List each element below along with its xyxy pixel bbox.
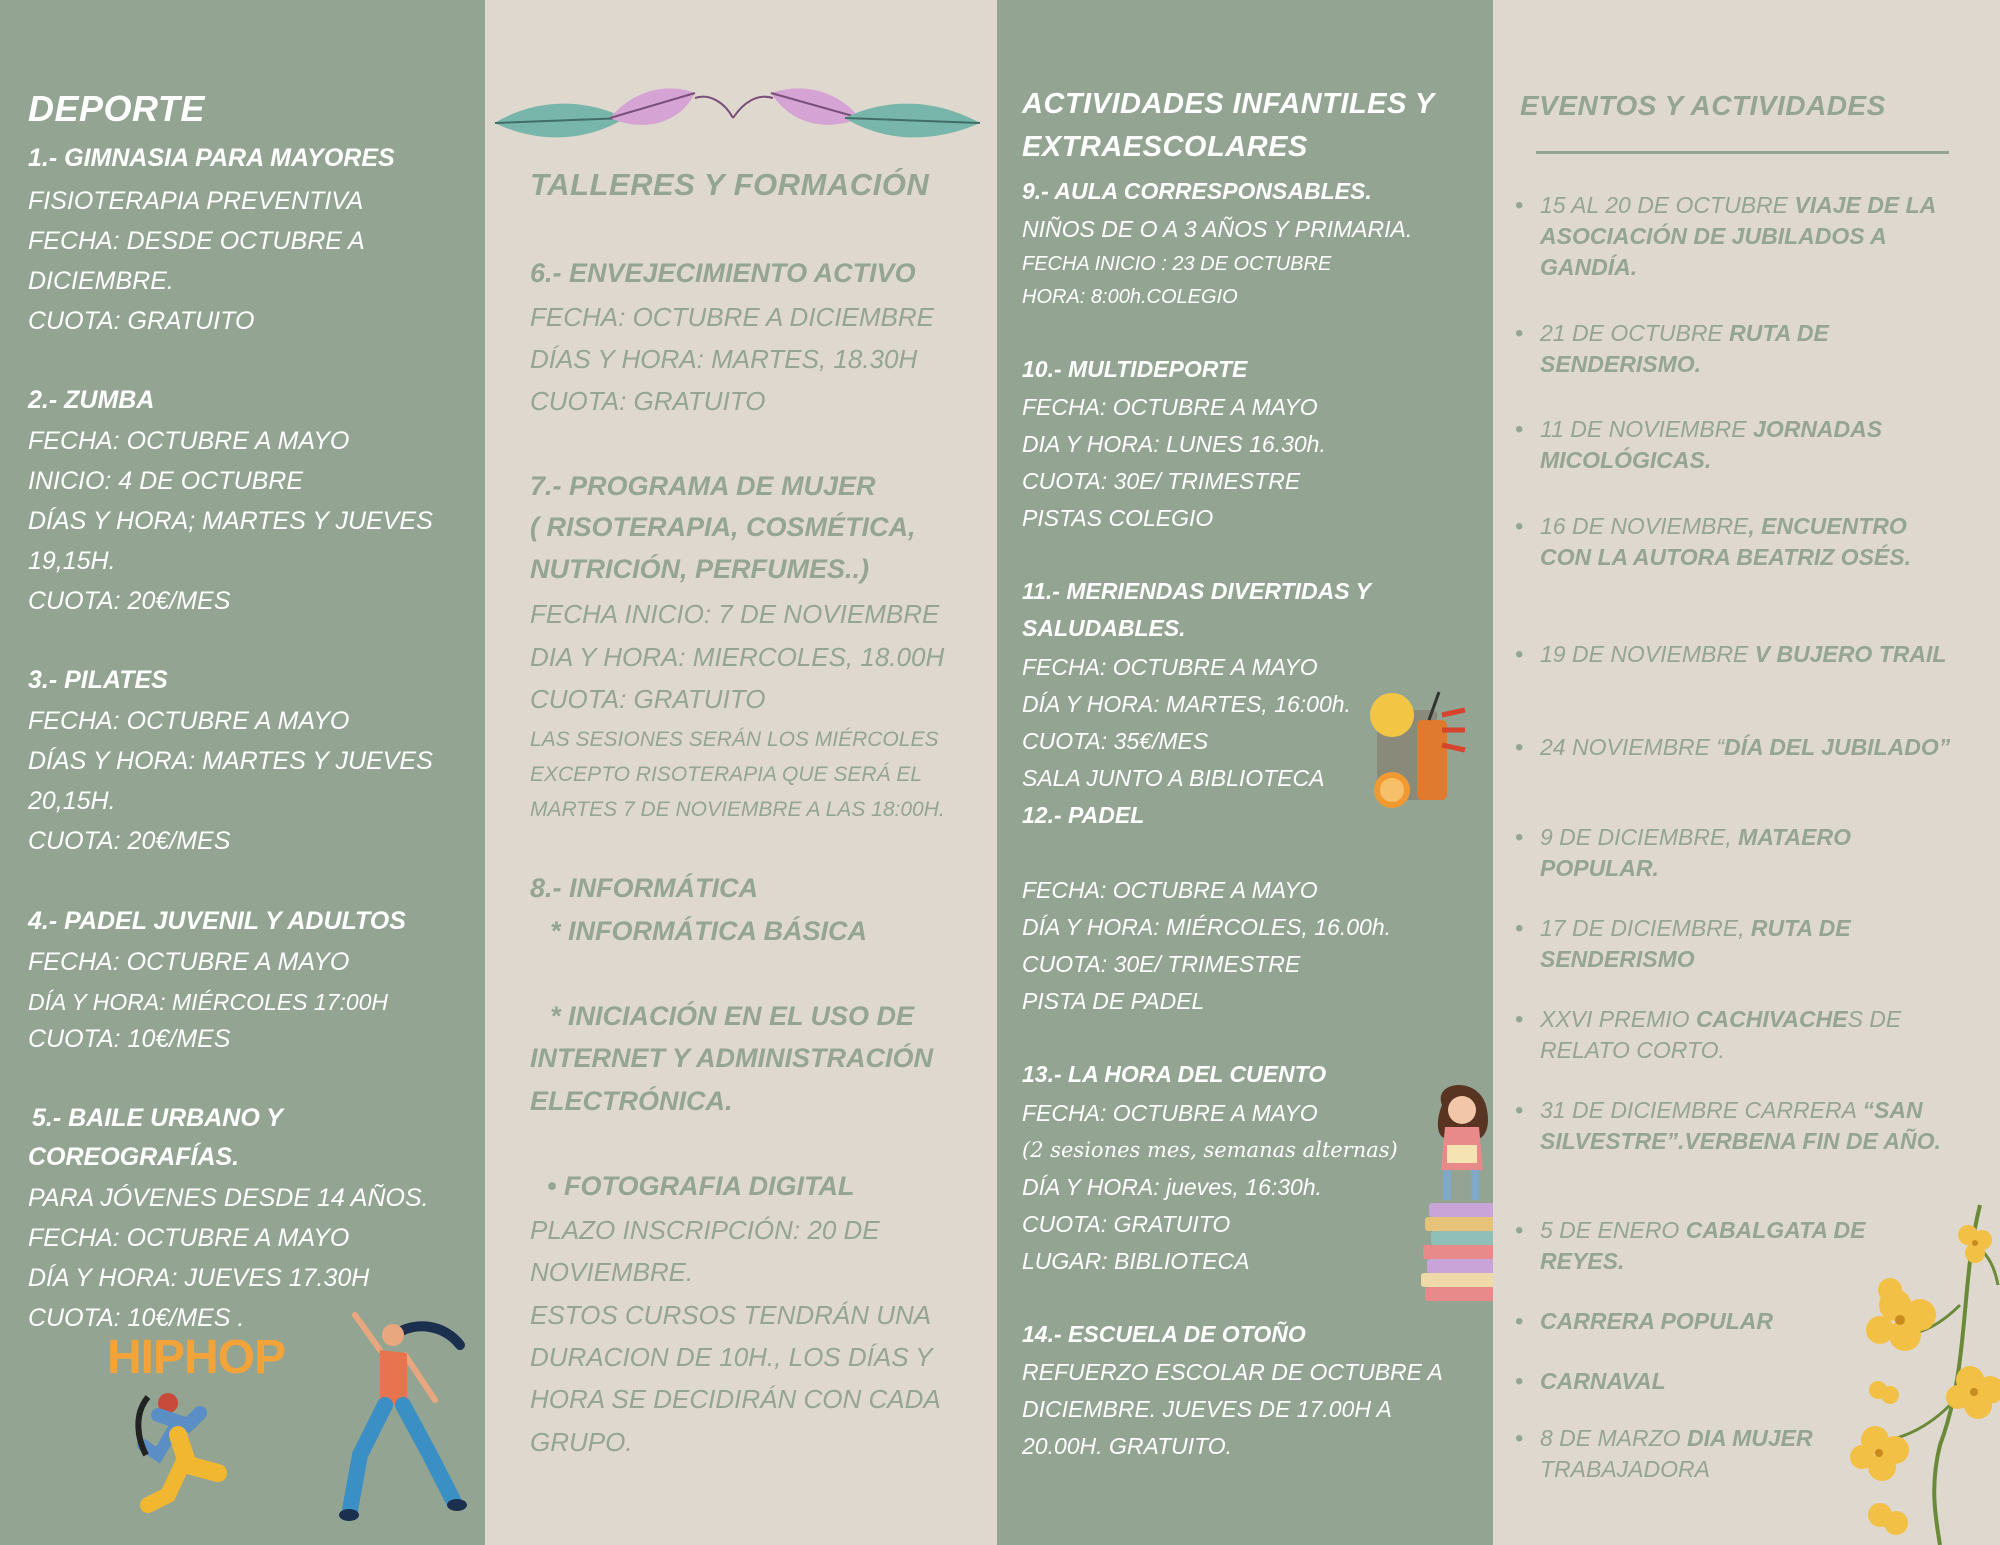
event-item: • 15 AL 20 DE OCTUBRE VIAJE DE LA ASOCIACIÓN DE JUBILADOS A GANDÍA. bbox=[1515, 192, 1936, 280]
item-13-line: (2 sesiones mes, semanas alternas) bbox=[1022, 1138, 1398, 1162]
item-13-line: FECHA: OCTUBRE A MAYO bbox=[1022, 1100, 1318, 1126]
item-7-line: DIA Y HORA: MIERCOLES, 18.00H bbox=[530, 642, 945, 672]
deporte-column bbox=[0, 0, 485, 1545]
talleres-title: TALLERES Y FORMACIÓN bbox=[530, 167, 930, 202]
reading-girl-illustration bbox=[1417, 1075, 1493, 1315]
item-5-heading: COREOGRAFÍAS. bbox=[28, 1143, 240, 1171]
event-item: • 19 DE NOVIEMBRE V BUJERO TRAIL bbox=[1515, 641, 1947, 668]
item-1-line: DICIEMBRE. bbox=[28, 267, 174, 295]
item-7-line: FECHA INICIO: 7 DE NOVIEMBRE bbox=[530, 599, 940, 629]
title-divider bbox=[1536, 151, 1949, 154]
item-7-heading: 7.- PROGRAMA DE MUJER bbox=[530, 471, 876, 501]
item-11-line: CUOTA: 35€/MES bbox=[1022, 728, 1209, 754]
item-8-line: GRUPO. bbox=[530, 1427, 633, 1457]
item-13-line: CUOTA: GRATUITO bbox=[1022, 1211, 1231, 1237]
item-2-line: 19,15H. bbox=[28, 547, 116, 575]
leaves-decoration-icon bbox=[495, 88, 995, 158]
event-item: • 24 NOVIEMBRE “DÍA DEL JUBILADO” bbox=[1515, 734, 1951, 761]
flowers-illustration bbox=[1850, 1185, 2000, 1545]
item-12-heading: 12.- PADEL bbox=[1022, 802, 1145, 828]
item-4-heading: 4.- PADEL JUVENIL Y ADULTOS bbox=[28, 907, 406, 935]
item-3-line: DÍAS Y HORA: MARTES Y JUEVES bbox=[28, 747, 433, 775]
item-2-line: CUOTA: 20€/MES bbox=[28, 587, 231, 615]
item-12-line: FECHA: OCTUBRE A MAYO bbox=[1022, 877, 1318, 903]
item-8-sub: * INFORMÁTICA BÁSICA bbox=[550, 916, 867, 946]
item-12-line: DÍA Y HORA: MIÉRCOLES, 16.00h. bbox=[1022, 914, 1391, 940]
snack-drink-illustration bbox=[1367, 690, 1467, 820]
eventos-column bbox=[1493, 0, 2000, 1545]
event-item: • 8 DE MARZO DIA MUJER TRABAJADORA bbox=[1515, 1425, 1813, 1482]
item-11-line: FECHA: OCTUBRE A MAYO bbox=[1022, 654, 1318, 680]
event-item: • 31 DE DICIEMBRE CARRERA “SAN SILVESTRE”.VERBENA FIN DE AÑO. bbox=[1515, 1097, 1941, 1154]
item-1-line: FECHA: DESDE OCTUBRE A bbox=[28, 227, 365, 255]
item-9-line: HORA: 8:00h.COLEGIO bbox=[1022, 286, 1238, 308]
item-14-heading: 14.- ESCUELA DE OTOÑO bbox=[1022, 1321, 1306, 1347]
item-8-line: PLAZO INSCRIPCIÓN: 20 DE bbox=[530, 1215, 880, 1245]
deporte-title: DEPORTE bbox=[28, 88, 205, 129]
item-2-line: FECHA: OCTUBRE A MAYO bbox=[28, 427, 350, 455]
zumba-dancer-illustration bbox=[335, 1305, 475, 1525]
item-7-line: CUOTA: GRATUITO bbox=[530, 684, 766, 714]
infantiles-column bbox=[997, 0, 1493, 1545]
item-5-line: DÍA Y HORA: JUEVES 17.30H bbox=[28, 1264, 370, 1292]
item-2-line: INICIO: 4 DE OCTUBRE bbox=[28, 467, 304, 495]
item-11-line: DÍA Y HORA: MARTES, 16:00h. bbox=[1022, 691, 1351, 717]
item-7-heading: NUTRICIÓN, PERFUMES..) bbox=[530, 554, 870, 584]
item-1-line: CUOTA: GRATUITO bbox=[28, 307, 255, 335]
item-4-line: CUOTA: 10€/MES bbox=[28, 1025, 231, 1053]
event-item: • CARRERA POPULAR bbox=[1515, 1308, 1773, 1335]
item-9-line: FECHA INICIO : 23 DE OCTUBRE bbox=[1022, 253, 1332, 275]
event-item: • CARNAVAL bbox=[1515, 1368, 1666, 1395]
event-item: • 16 DE NOVIEMBRE, ENCUENTRO CON LA AUTORA BEATRIZ OSÉS. bbox=[1515, 513, 1911, 570]
item-7-note: LAS SESIONES SERÁN LOS MIÉRCOLES bbox=[530, 728, 939, 751]
item-10-line: DIA Y HORA: LUNES 16.30h. bbox=[1022, 431, 1326, 457]
item-13-heading: 13.- LA HORA DEL CUENTO bbox=[1022, 1061, 1327, 1087]
item-10-line: PISTAS COLEGIO bbox=[1022, 505, 1214, 531]
item-6-line: CUOTA: GRATUITO bbox=[530, 386, 766, 416]
item-8-heading: 8.- INFORMÁTICA bbox=[530, 873, 758, 903]
item-10-line: CUOTA: 30E/ TRIMESTRE bbox=[1022, 468, 1301, 494]
item-8-line: HORA SE DECIDIRÁN CON CADA bbox=[530, 1384, 941, 1414]
event-item: • 5 DE ENERO CABALGATA DE REYES. bbox=[1515, 1217, 1866, 1274]
item-1-heading: 1.- GIMNASIA PARA MAYORES bbox=[28, 144, 395, 172]
item-13-line: LUGAR: BIBLIOTECA bbox=[1022, 1248, 1250, 1274]
item-5-line: FECHA: OCTUBRE A MAYO bbox=[28, 1224, 350, 1252]
item-5-heading: 5.- BAILE URBANO Y bbox=[32, 1104, 283, 1132]
eventos-title: EVENTOS Y ACTIVIDADES bbox=[1520, 90, 1886, 121]
item-4-line: FECHA: OCTUBRE A MAYO bbox=[28, 948, 350, 976]
item-6-line: DÍAS Y HORA: MARTES, 18.30H bbox=[530, 344, 918, 374]
item-8-line: ESTOS CURSOS TENDRÁN UNA bbox=[530, 1300, 932, 1330]
item-10-heading: 10.- MULTIDEPORTE bbox=[1022, 356, 1248, 382]
item-14-line: 20.00H. GRATUITO. bbox=[1022, 1433, 1233, 1459]
item-10-line: FECHA: OCTUBRE A MAYO bbox=[1022, 394, 1318, 420]
item-8-sub: INTERNET Y ADMINISTRACIÓN bbox=[530, 1043, 934, 1073]
item-7-note: MARTES 7 DE NOVIEMBRE A LAS 18:00H. bbox=[530, 798, 945, 821]
item-8-sub: * INICIACIÓN EN EL USO DE bbox=[550, 1001, 915, 1031]
hiphop-text: HIPHOP bbox=[107, 1331, 286, 1384]
item-3-line: CUOTA: 20€/MES bbox=[28, 827, 231, 855]
item-11-line: SALA JUNTO A BIBLIOTECA bbox=[1022, 765, 1325, 791]
event-item: • 21 DE OCTUBRE RUTA DE SENDERISMO. bbox=[1515, 320, 1829, 377]
item-11-heading: SALUDABLES. bbox=[1022, 615, 1186, 641]
item-3-heading: 3.- PILATES bbox=[28, 666, 168, 694]
infantiles-title: EXTRAESCOLARES bbox=[1022, 131, 1308, 163]
event-item: • 17 DE DICIEMBRE, RUTA DE SENDERISMO bbox=[1515, 915, 1851, 972]
event-item: • 9 DE DICIEMBRE, MATAERO POPULAR. bbox=[1515, 824, 1851, 881]
item-7-note: EXCEPTO RISOTERAPIA QUE SERÁ EL bbox=[530, 763, 923, 786]
item-2-heading: 2.- ZUMBA bbox=[28, 386, 155, 414]
item-12-line: CUOTA: 30E/ TRIMESTRE bbox=[1022, 951, 1301, 977]
item-1-line: FISIOTERAPIA PREVENTIVA bbox=[28, 187, 364, 215]
item-11-heading: 11.- MERIENDAS DIVERTIDAS Y bbox=[1022, 578, 1371, 604]
item-4-line: DÍA Y HORA: MIÉRCOLES 17:00H bbox=[28, 989, 389, 1015]
item-8-sub: • FOTOGRAFIA DIGITAL bbox=[547, 1171, 855, 1201]
item-9-heading: 9.- AULA CORRESPONSABLES. bbox=[1022, 178, 1372, 204]
item-14-line: DICIEMBRE. JUEVES DE 17.00H A bbox=[1022, 1396, 1392, 1422]
item-2-line: DÍAS Y HORA; MARTES Y JUEVES bbox=[28, 507, 433, 535]
talleres-column bbox=[485, 0, 997, 1545]
event-item: • XXVI PREMIO CACHIVACHES DE RELATO CORTO. bbox=[1515, 1006, 1902, 1063]
item-8-sub: ELECTRÓNICA. bbox=[530, 1086, 733, 1116]
item-6-line: FECHA: OCTUBRE A DICIEMBRE bbox=[530, 302, 935, 332]
item-3-line: FECHA: OCTUBRE A MAYO bbox=[28, 707, 350, 735]
item-8-line: DURACION DE 10H., LOS DÍAS Y bbox=[530, 1342, 933, 1372]
item-12-line: PISTA DE PADEL bbox=[1022, 988, 1205, 1014]
item-8-line: NOVIEMBRE. bbox=[530, 1257, 694, 1287]
item-5-line: CUOTA: 10€/MES . bbox=[28, 1304, 245, 1332]
item-5-line: PARA JÓVENES DESDE 14 AÑOS. bbox=[28, 1184, 429, 1212]
hiphop-dancer-illustration bbox=[128, 1385, 238, 1515]
event-item: • 11 DE NOVIEMBRE JORNADAS MICOLÓGICAS. bbox=[1515, 416, 1883, 473]
infantiles-title: ACTIVIDADES INFANTILES Y bbox=[1022, 88, 1435, 120]
item-9-line: NIÑOS DE O A 3 AÑOS Y PRIMARIA. bbox=[1022, 216, 1413, 242]
item-13-line: DÍA Y HORA: jueves, 16:30h. bbox=[1022, 1174, 1323, 1200]
item-7-heading: ( RISOTERAPIA, COSMÉTICA, bbox=[530, 512, 916, 542]
item-14-line: REFUERZO ESCOLAR DE OCTUBRE A bbox=[1022, 1359, 1443, 1385]
item-6-heading: 6.- ENVEJECIMIENTO ACTIVO bbox=[530, 258, 916, 288]
item-3-line: 20,15H. bbox=[28, 787, 116, 815]
